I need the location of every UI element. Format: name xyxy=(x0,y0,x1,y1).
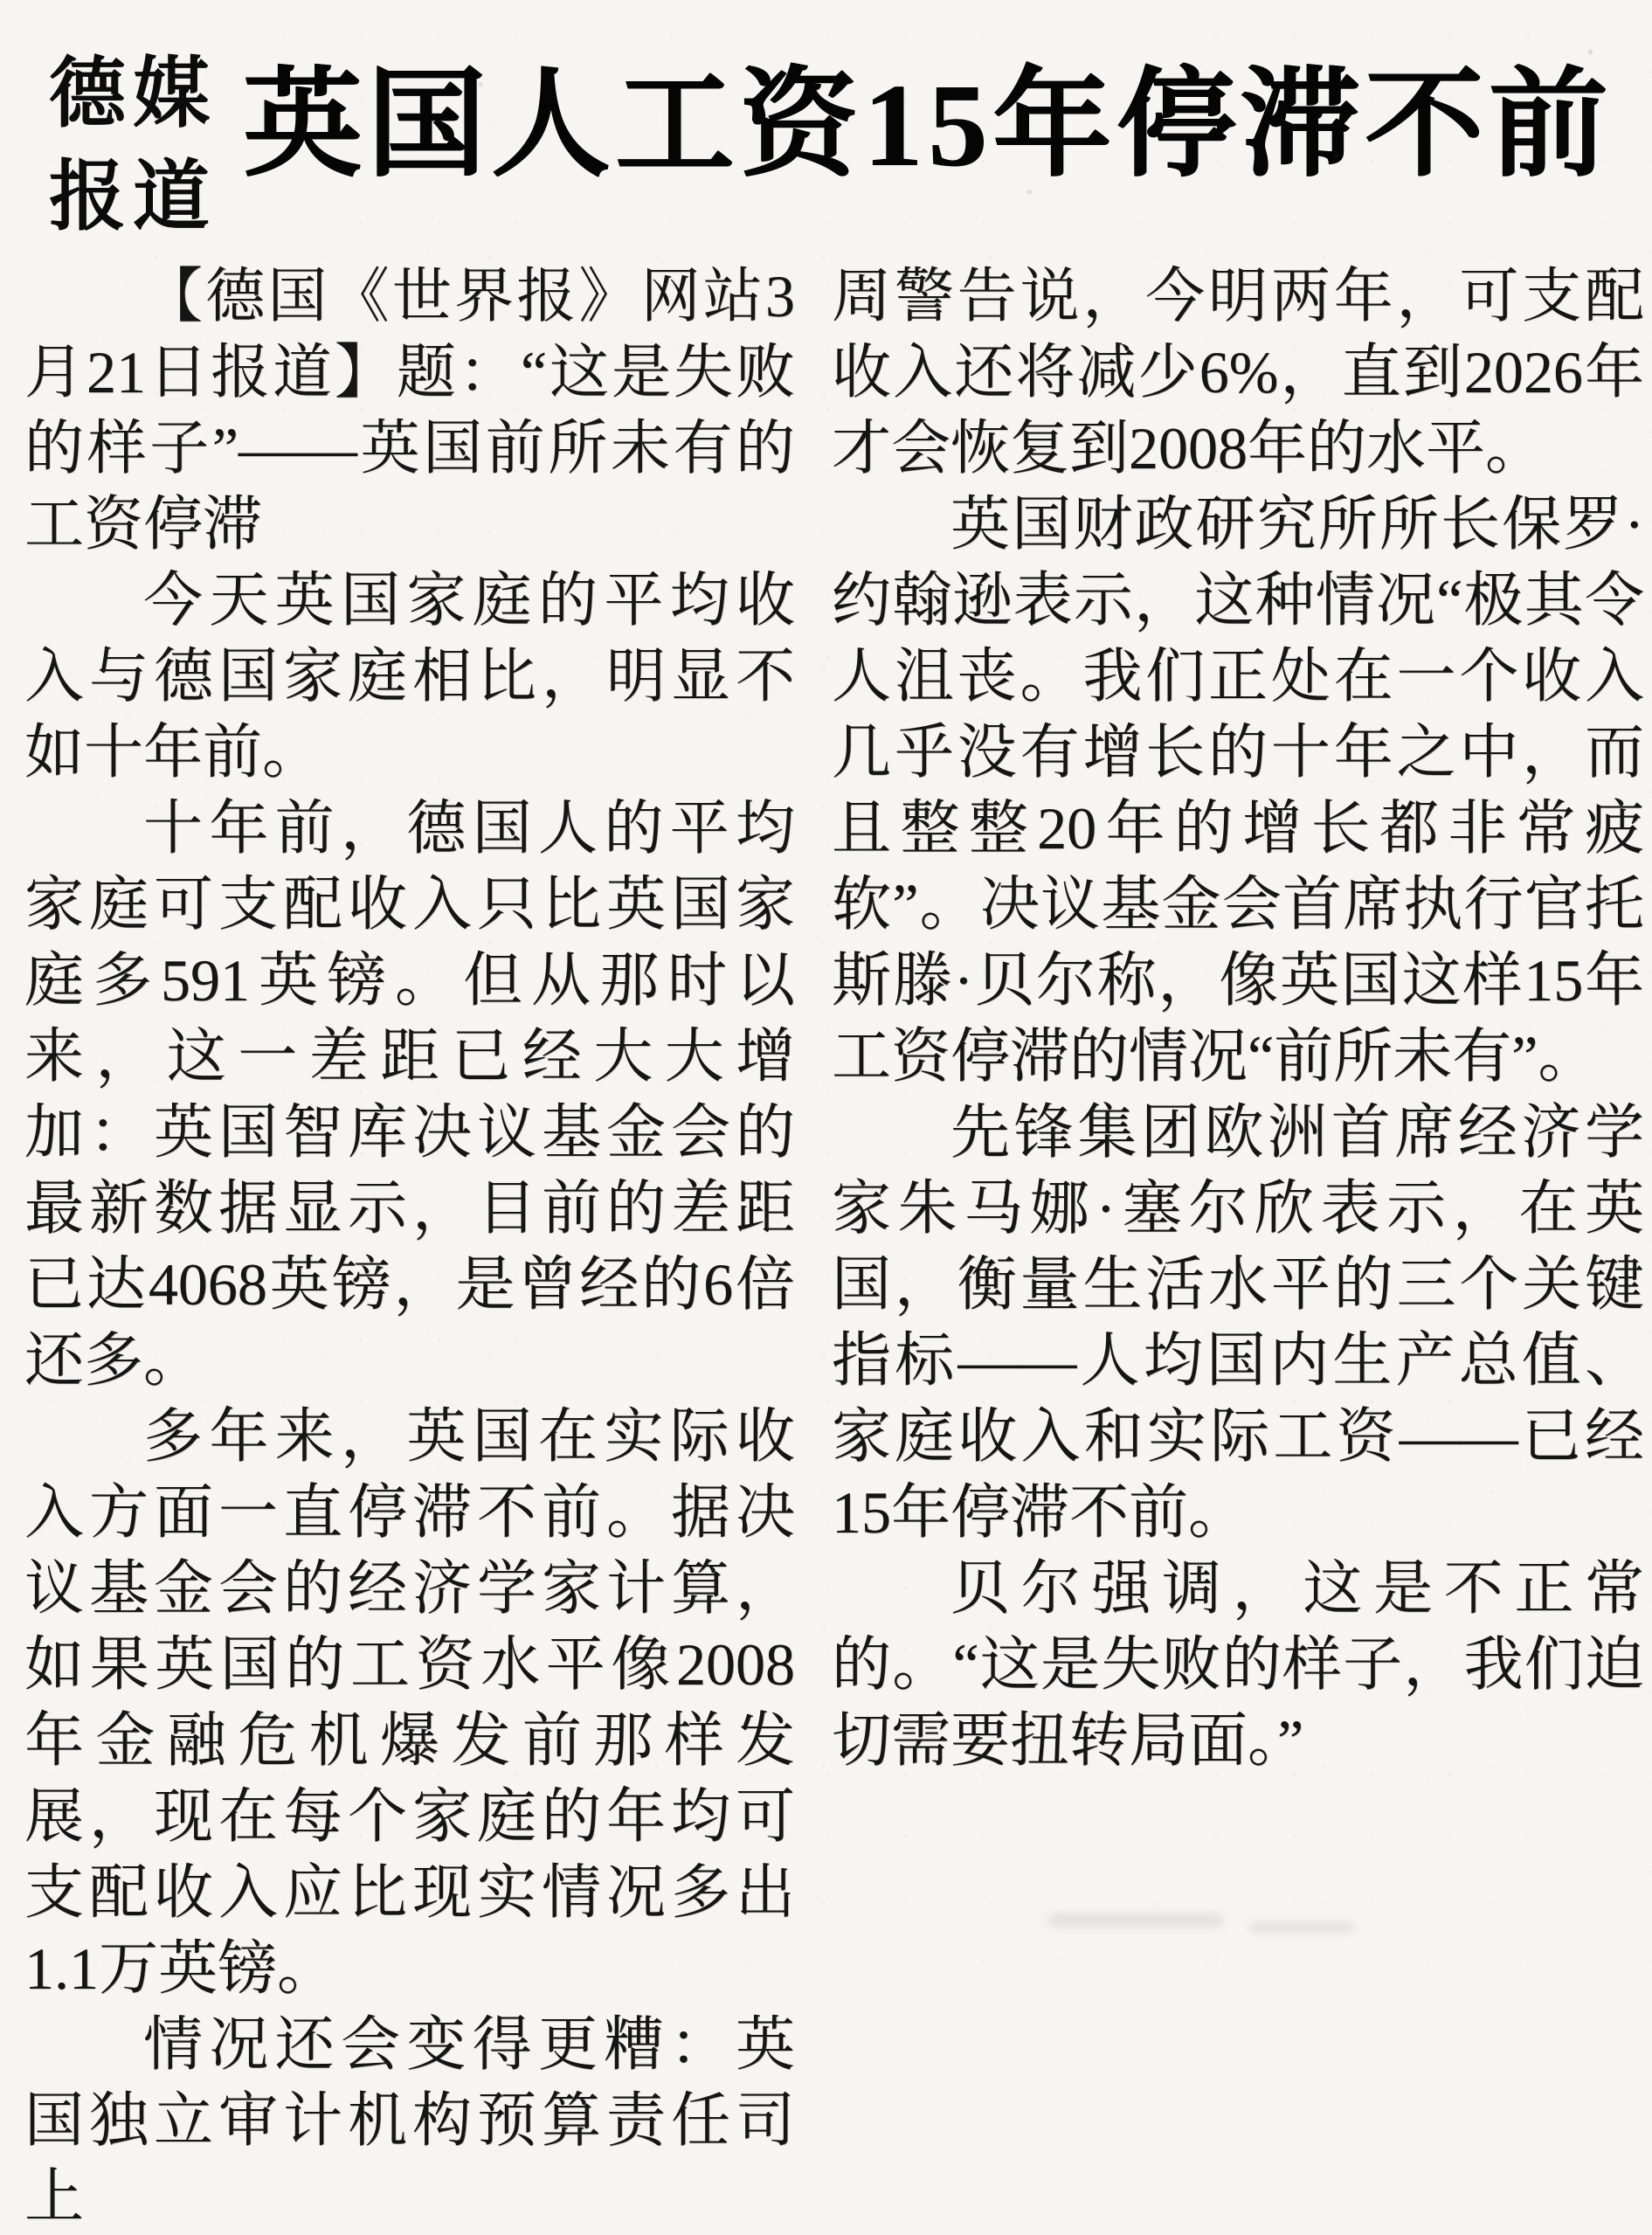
scan-speck xyxy=(1627,1284,1631,1289)
article-body xyxy=(24,259,1646,2235)
paragraph: 今天英国家庭的平均收入与德国家庭相比，明显不如十年前。 xyxy=(24,567,795,785)
paragraph: 十年前，德国人的平均家庭可支配收入只比英国家庭多591英镑。但从那时以来，这一差距已经大大增加：英国智库决议基金会的最新数据显示，目前的差距已达4068英镑，是曾经的6倍还多。 xyxy=(24,795,795,1394)
paragraph: 贝尔强调，这是不正常的。“这是失败的样子，我们迫切需要扭转局面。” xyxy=(832,1555,1644,1774)
kicker-line-2: 报道 xyxy=(49,153,218,239)
paragraph: 先锋集团欧洲首席经济学家朱马娜·塞尔欣表示，在英国，衡量生活水平的三个关键指标——人均国内生产总值、家庭收入和实际工资——已经15年停滞不前。 xyxy=(832,1099,1644,1546)
paragraph: 情况还会变得更糟：英国独立审计机构预算责任司上 xyxy=(24,2011,795,2230)
scan-speck xyxy=(479,83,482,86)
kicker-line-1: 德媒 xyxy=(49,50,218,136)
paragraph: 多年来，英国在实际收入方面一直停滞不前。据决议基金会的经济学家计算，如果英国的工资水平像2008年金融危机爆发前那样发展，现在每个家庭的年均可支配收入应比现实情况多出1.1万英镑。 xyxy=(24,1403,795,2002)
kicker xyxy=(49,42,217,248)
scan-smudge xyxy=(1048,1913,1223,1927)
scan-speck xyxy=(1027,190,1032,194)
scan-speck xyxy=(1334,153,1339,157)
column-right xyxy=(832,259,1644,2235)
paragraph: 英国财政研究所所长保罗·约翰逊表示，这种情况“极其令人沮丧。我们正处在一个收入几乎没有增长的十年之中，而且整整20年的增长都非常疲软”。决议基金会首席执行官托斯滕·贝尔称，像英国这样15年工资停滞的情况“前所未有”。 xyxy=(832,491,1644,1090)
paragraph-continuation: 周警告说，今明两年，可支配收入还将减少6%，直到2026年才会恢复到2008年的水平。 xyxy=(832,263,1644,481)
column-left xyxy=(24,259,795,2235)
headline: 英国人工资15年停滞不前 xyxy=(243,60,1613,191)
scan-speck xyxy=(1588,50,1593,54)
scan-smudge xyxy=(1249,1922,1354,1933)
paragraph-lede: 【德国《世界报》网站3月21日报道】题：“这是失败的样子”——英国前所未有的工资停滞 xyxy=(24,263,795,557)
